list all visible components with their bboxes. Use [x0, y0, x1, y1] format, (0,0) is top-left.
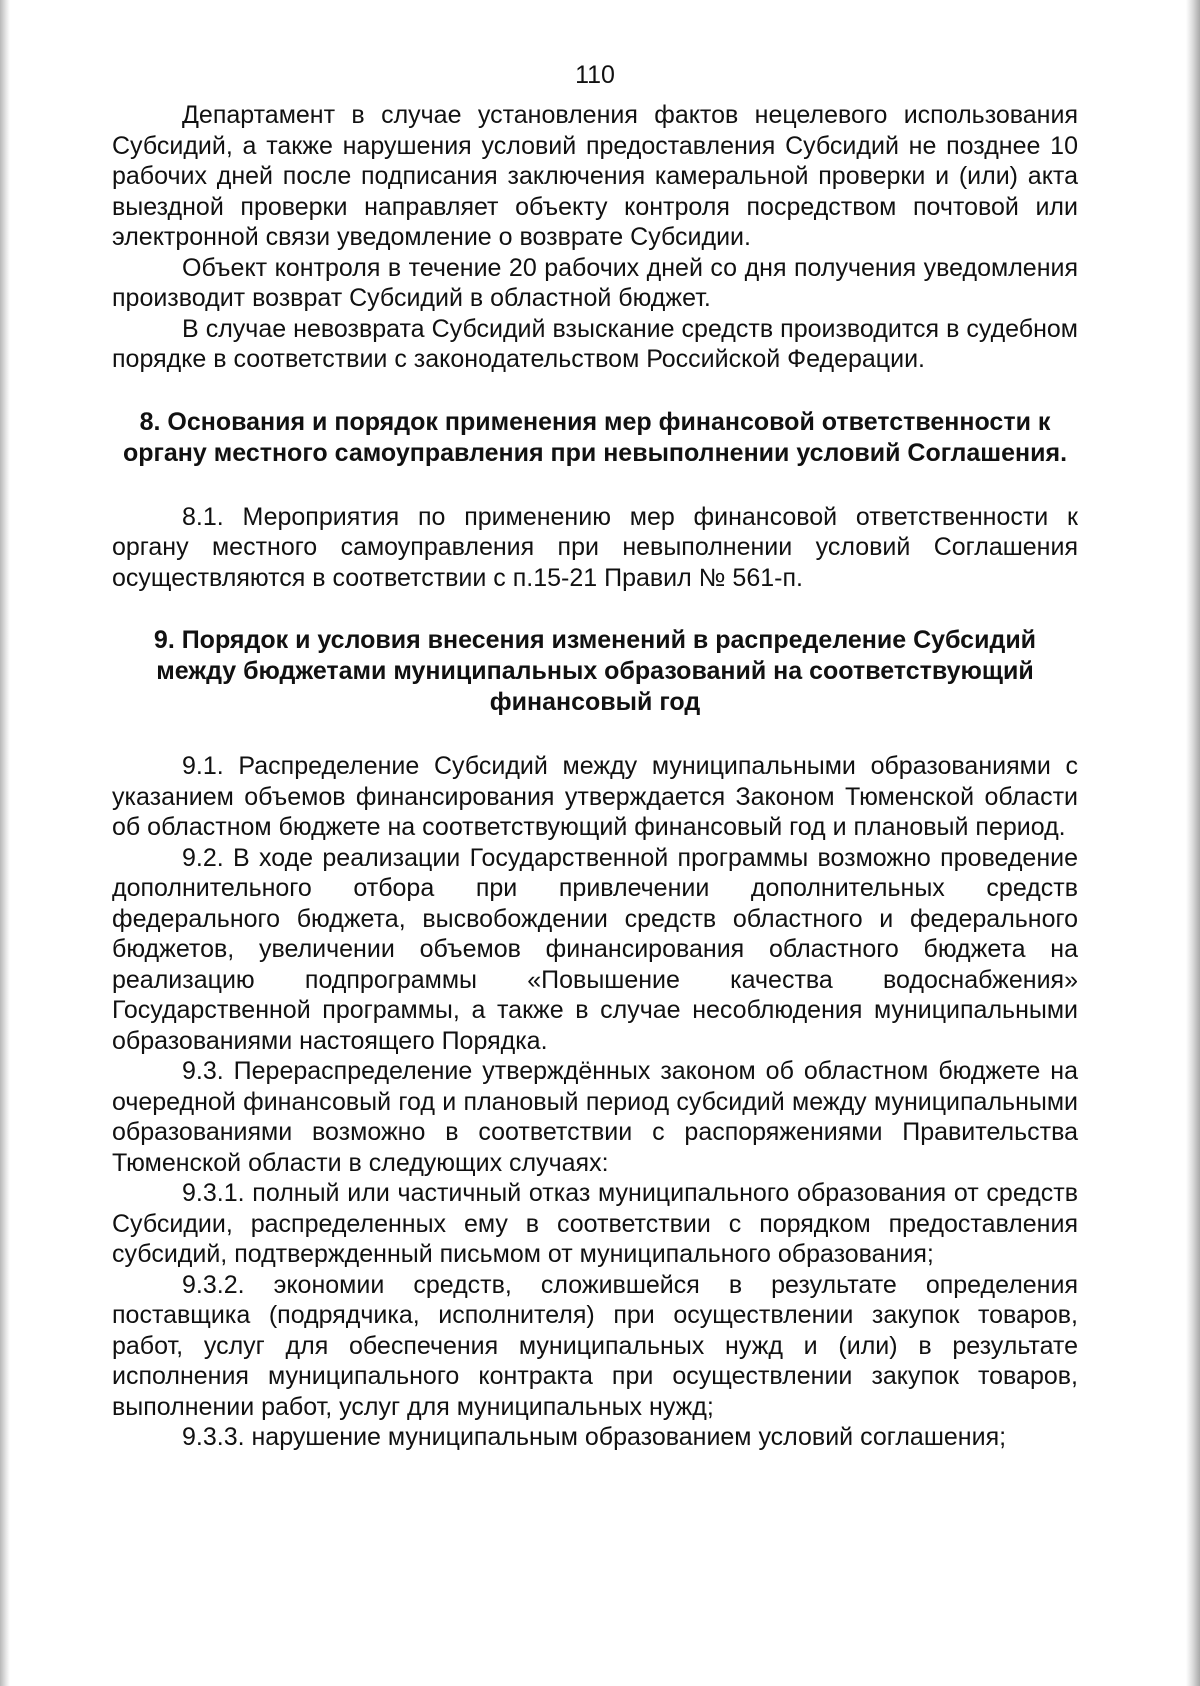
- paragraph-non-refund: В случае невозврата Субсидий взыскание средств производится в судебном порядке в соответствии с законодательством Российской Федерации.: [112, 314, 1078, 373]
- scan-shadow-left: [0, 0, 10, 1686]
- scan-shadow-right: [1186, 0, 1200, 1686]
- paragraph-9-3-1: 9.3.1. полный или частичный отказ муниципального образования от средств Субсидии, распределенных ему в соответствии с порядком предоставления субсидий, подтвержденный письмом от муниципального образования;: [112, 1179, 1078, 1268]
- section-8-heading: 8. Основания и порядок применения мер финансовой ответственности к органу местного самоуправления при невыполнении условий Соглашения.: [122, 407, 1068, 467]
- paragraph-9-3: 9.3. Перераспределение утверждённых законом об областном бюджете на очередной финансовый год и плановый период субсидий между муниципальными образованиями возможно в соответствии с распоряжениями Правительства Тюменской области в следующих случаях:: [112, 1057, 1078, 1177]
- paragraph-refund-term: Объект контроля в течение 20 рабочих дней со дня получения уведомления производит возврат Субсидий в областной бюджет.: [112, 253, 1078, 312]
- page-number: 110: [575, 61, 615, 89]
- paragraph-department-notice: Департамент в случае установления фактов нецелевого использования Субсидий, а также нарушения условий предоставления Субсидий не позднее 10 рабочих дней после подписания заключения камеральной проверки и (или) акта выездной проверки направляет объекту контроля посредством почтовой или электронной связи уведомление о возврате Субсидии.: [112, 101, 1078, 251]
- document-page: [112, 60, 1078, 1453]
- paragraph-8-1: 8.1. Мероприятия по применению мер финансовой ответственности к органу местного самоуправления при невыполнении условий Соглашения осуществляются в соответствии с п.15-21 Правил № 561-п.: [112, 502, 1078, 592]
- paragraph-9-1: 9.1. Распределение Субсидий между муниципальными образованиями с указанием объемов финансирования утверждается Законом Тюменской области об областном бюджете на соответствующий финансовый год и плановый период.: [112, 752, 1078, 841]
- paragraph-9-2: 9.2. В ходе реализации Государственной программы возможно проведение дополнительного отбора при привлечении дополнительных средств федерального бюджета, высвобождении средств областного и федерального бюджетов, увеличении объемов финансирования областного бюджета на реализацию подпрограммы «Повышение качества водоснабжения» Государственной программы, а также в случае несоблюдения муниципальными образованиями настоящего Порядка.: [112, 843, 1078, 1055]
- section-9-heading: 9. Порядок и условия внесения изменений в распределение Субсидий между бюджетами муниципальных образований на соответствующий финансовый год: [153, 626, 1037, 716]
- paragraph-9-3-2: 9.3.2. экономии средств, сложившейся в результате определения поставщика (подрядчика, исполнителя) при осуществлении закупок товаров, работ, услуг для обеспечения муниципальных нужд и (или) в результате исполнения муниципального контракта при осуществлении закупок товаров, выполнении работ, услуг для муниципальных нужд;: [112, 1270, 1078, 1421]
- paragraph-9-3-3: 9.3.3. нарушение муниципальным образованием условий соглашения;: [182, 1423, 1007, 1451]
